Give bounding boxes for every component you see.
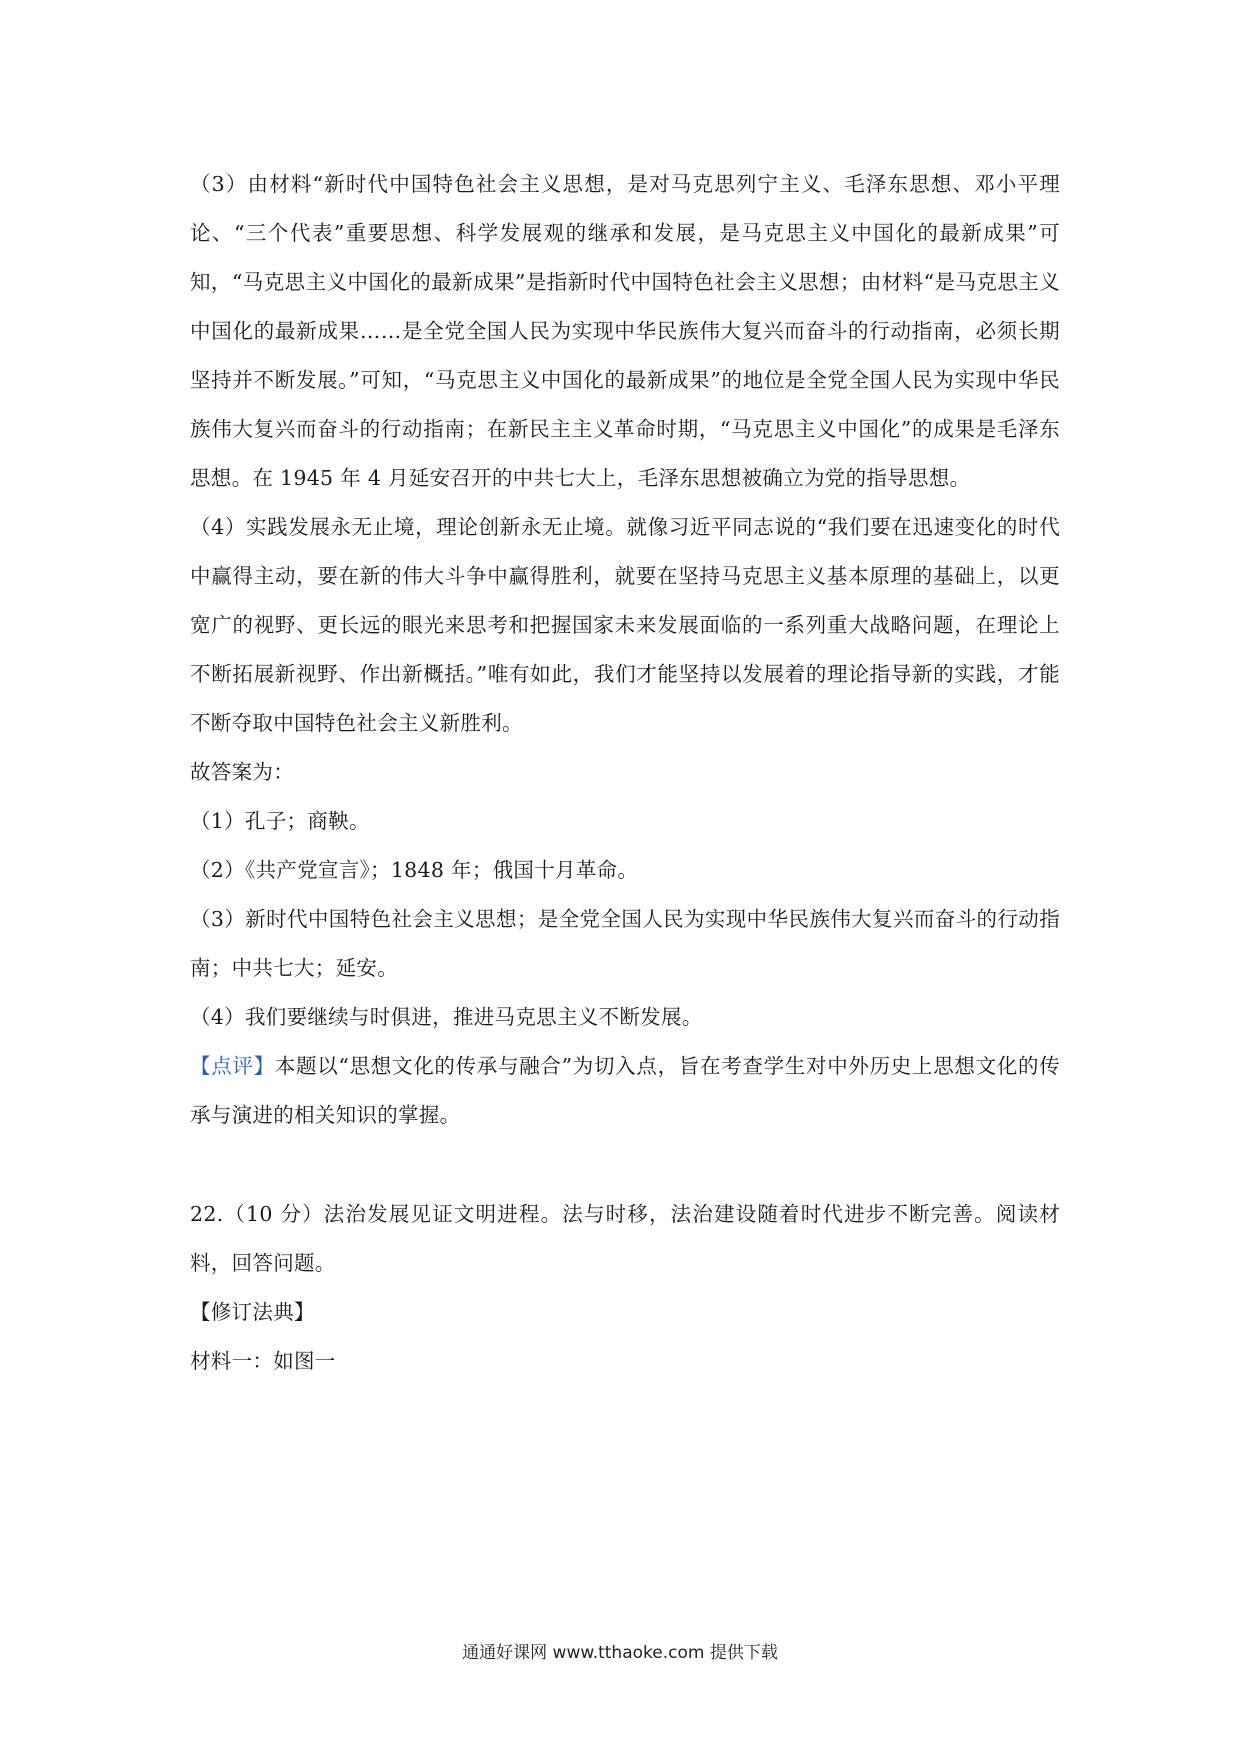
- document-body: [190, 160, 1060, 1386]
- paragraph-answer-4-explanation: （4）实践发展永无止境，理论创新永无止境。就像习近平同志说的“我们要在迅速变化的时代中赢得主动，要在新的伟大斗争中赢得胜利，就要在坚持马克思主义基本原理的基础上，以更宽广的视野、更长远的眼光来思考和把握国家未来发展面临的一系列重大战略问题，在理论上不断拓展新视野、作出新概括。”唯有如此，我们才能坚持以发展着的理论指导新的实践，才能不断夺取中国特色社会主义新胜利。: [190, 515, 1060, 735]
- answer-3: （3）新时代中国特色社会主义思想；是全党全国人民为实现中华民族伟大复兴而奋斗的行动指南；中共七大；延安。: [190, 907, 1060, 980]
- answer-2: （2）《共产党宣言》；1848 年；俄国十月革命。: [190, 858, 639, 882]
- comment-text: 本题以“思想文化的传承与融合”为切入点，旨在考查学生对中外历史上思想文化的传承与演进的相关知识的掌握。: [190, 1054, 1061, 1127]
- question-22-stem: 22.（10 分）法治发展见证文明进程。法与时移，法治建设随着时代进步不断完善。阅读材料，回答问题。: [190, 1202, 1060, 1275]
- comment-tag: 【点评】: [190, 1054, 275, 1078]
- question-22-material-label: 材料一：如图一: [190, 1349, 336, 1373]
- paragraph-answer-3-explanation: （3）由材料“新时代中国特色社会主义思想，是对马克思列宁主义、毛泽东思想、邓小平理论、“三个代表”重要思想、科学发展观的继承和发展，是马克思主义中国化的最新成果”可知，“马克思主义中国化的最新成果”是指新时代中国特色社会主义思想；由材料“是马克思主义中国化的最新成果……是全党全国人民为实现中华民族伟大复兴而奋斗的行动指南，必须长期坚持并不断发展。”可知，“马克思主义中国化的最新成果”的地位是全党全国人民为实现中华民族伟大复兴而奋斗的行动指南；在新民主主义革命时期，“马克思主义中国化”的成果是毛泽东思想。在 1945 年 4 月延安召开的中共七大上，毛泽东思想被确立为党的指导思想。: [190, 172, 1060, 490]
- footer-source-note: 通通好课网 www.tthaoke.com 提供下载: [462, 1643, 778, 1663]
- question-22-section-heading: 【修订法典】: [190, 1300, 315, 1324]
- section-gap: [190, 1140, 1060, 1190]
- answer-heading: 故答案为：: [190, 760, 294, 784]
- answer-4: （4）我们要继续与时俱进，推进马克思主义不断发展。: [190, 1005, 703, 1029]
- comment-paragraph: [190, 1042, 1060, 1140]
- answer-1: （1）孔子；商鞅。: [190, 809, 370, 833]
